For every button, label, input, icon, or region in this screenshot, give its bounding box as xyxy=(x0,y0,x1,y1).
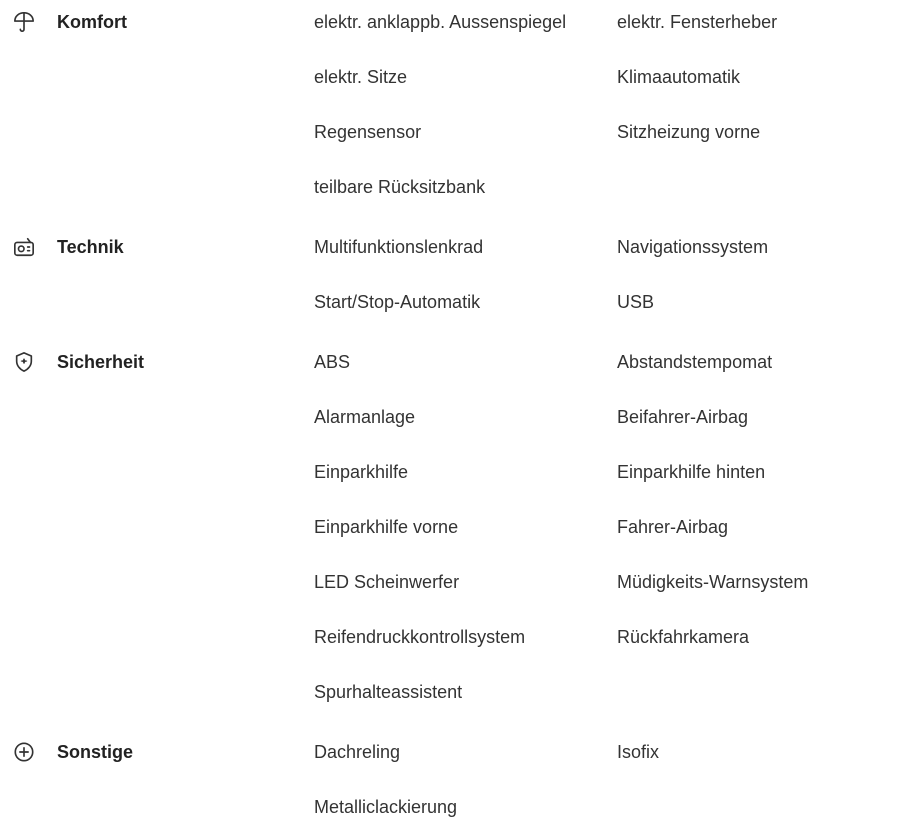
category-label: Sonstige xyxy=(57,742,134,762)
feature-item: USB xyxy=(617,292,655,312)
feature-item: Metalliclackierung xyxy=(314,797,458,817)
feature-item: Fahrer-Airbag xyxy=(617,517,729,537)
feature-item: Beifahrer-Airbag xyxy=(617,407,749,427)
feature-item: ABS xyxy=(314,352,351,372)
radio-icon xyxy=(13,236,35,258)
feature-item: Einparkhilfe vorne xyxy=(314,517,459,537)
feature-item: Dachreling xyxy=(314,742,401,762)
category-label: Sicherheit xyxy=(57,352,145,372)
feature-item: Sitzheizung vorne xyxy=(617,122,761,142)
feature-item: Klimaautomatik xyxy=(617,67,741,87)
feature-item: Alarmanlage xyxy=(314,407,416,427)
feature-item: Navigationssystem xyxy=(617,237,769,257)
feature-item: LED Scheinwerfer xyxy=(314,572,460,592)
shield-icon xyxy=(13,351,35,373)
feature-item: Abstandstempomat xyxy=(617,352,773,372)
feature-item: Regensensor xyxy=(314,122,422,142)
umbrella-icon xyxy=(13,11,35,33)
feature-item: elektr. Sitze xyxy=(314,67,408,87)
feature-item: Einparkhilfe xyxy=(314,462,409,482)
category-label: Komfort xyxy=(57,12,127,32)
feature-item: Einparkhilfe hinten xyxy=(617,462,766,482)
plus-circle-icon xyxy=(13,741,35,763)
feature-item: teilbare Rücksitzbank xyxy=(314,177,486,197)
feature-item: elektr. Fensterheber xyxy=(617,12,778,32)
feature-item: Reifendruckkontrollsystem xyxy=(314,627,526,647)
feature-item: Rückfahrkamera xyxy=(617,627,750,647)
feature-item: Spurhalteassistent xyxy=(314,682,463,702)
feature-item: Müdigkeits-Warnsystem xyxy=(617,572,809,592)
feature-item: Multifunktionslenkrad xyxy=(314,237,484,257)
feature-item: Start/Stop-Automatik xyxy=(314,292,481,312)
feature-item: elektr. anklappb. Aussenspiegel xyxy=(314,12,567,32)
feature-item: Isofix xyxy=(617,742,660,762)
category-label: Technik xyxy=(57,237,124,257)
